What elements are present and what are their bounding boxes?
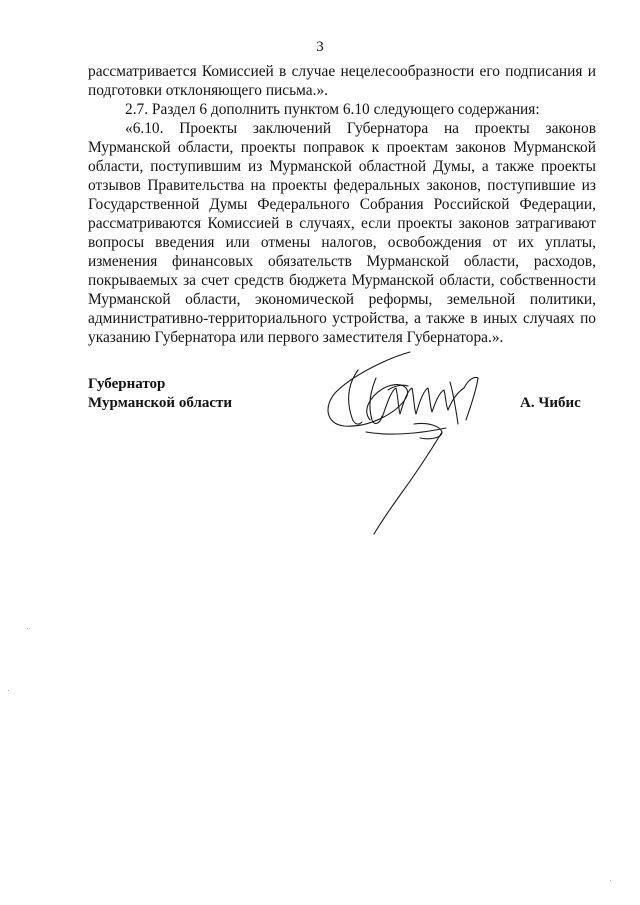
scan-speck: [27, 628, 28, 629]
signatory-name: А. Чибис: [520, 395, 581, 411]
handwritten-signature: [318, 340, 498, 540]
signatory-title-line2: Мурманской области: [88, 395, 233, 411]
signatory-title-line1: Губернатор: [88, 376, 166, 392]
scan-speck: [8, 690, 9, 691]
paragraph-amendment-2-7: 2.7. Раздел 6 дополнить пунктом 6.10 следующего содержания:: [125, 101, 540, 118]
signatory-title: [88, 375, 232, 413]
scan-speck: [610, 880, 611, 881]
document-body: [88, 62, 596, 347]
paragraph-clause-6-10: «6.10. Проекты заключений Губернатора на проекты законов Мурманской области, проекты поправок к проектам законов Мурманской области, поступившим из Мурманской областной Думы, а также проекты отзывов Правительства на проекты федеральных законов, поступившие из Государственной Думы Федерального Собрания Российской Федерации, рассматриваются Комиссией в случаях, если проекты законов затрагивают вопросы введения или отмены налогов, освобождения от их уплаты, изменения финансовых обязательств Мурманской области, расходов, покрываемых за счет средств бюджета Мурманской области, собственности Мурманской области, экономической реформы, земельной политики, административно-территориального устройства, а также в иных случаях по указанию Губернатора или первого заместителя Губернатора.».: [88, 120, 596, 346]
page-number: 3: [316, 39, 324, 55]
paragraph-continuation: рассматривается Комиссией в случае нецелесообразности его подписания и подготовки отклоняющего письма.».: [88, 63, 596, 99]
